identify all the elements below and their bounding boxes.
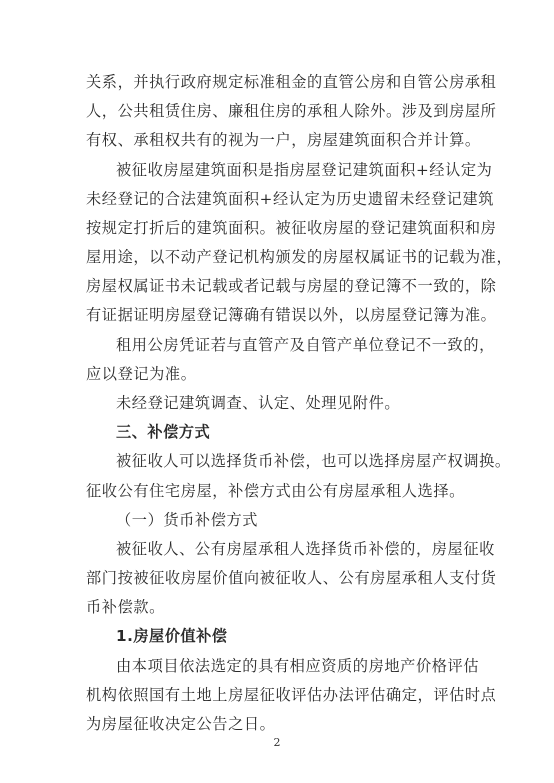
text-line: 币补偿款。 [86,598,165,616]
text-line: 人，公共租赁住房、廉租住房的承租人除外。涉及到房屋所 [86,102,497,120]
text-line: 部门按被征收房屋价值向被征收人、公有房屋承租人支付货 [86,569,497,587]
text-line: 未经登记的合法建筑面积+经认定为历史遗留未经登记建筑 [86,190,495,208]
text-line: 被征收人、公有房屋承租人选择货币补偿的，房屋征收 [116,540,495,558]
text-line: 由本项目依法选定的具有相应资质的房地产价格评估 [116,657,480,675]
text-line: 应以登记为准。 [86,365,197,383]
text-line: 按规定打折后的建筑面积。被征收房屋的登记建筑面积和房 [86,219,497,237]
text-line: 被征收房屋建筑面积是指房屋登记建筑面积+经认定为 [116,161,493,179]
text-line: 屋用途，以不动产登记机构颁发的房屋权属证书的记载为准， [86,248,513,266]
text-line: 有权、承租权共有的视为一户，房屋建筑面积合并计算。 [86,131,481,149]
text-line: 关系，并执行政府规定标准租金的直管公房和自管公房承租 [86,73,497,91]
item-heading: 1.房屋价值补偿 [116,627,228,645]
text-line: 征收公有住宅房屋，补偿方式由公有房屋承租人选择。 [86,482,465,500]
text-line: 机构依照国有土地上房屋征收评估办法评估确定，评估时点 [86,686,497,704]
text-line: 有证据证明房屋登记簿确有错误以外，以房屋登记簿为准。 [86,306,497,324]
subsection-heading: （一）货币补偿方式 [116,511,259,529]
text-line: 租用公房凭证若与直管产及自管产单位登记不一致的， [116,336,495,354]
page-number: 2 [273,736,281,749]
text-line: 被征收人可以选择货币补偿，也可以选择房屋产权调换。 [116,452,511,470]
section-heading: 三、补偿方式 [116,423,211,441]
text-line: 为房屋征收决定公告之日。 [86,715,276,733]
text-line: 未经登记建筑调查、认定、处理见附件。 [116,394,401,412]
text-line: 房屋权属证书未记载或者记载与房屋的登记簿不一致的，除 [86,277,497,295]
